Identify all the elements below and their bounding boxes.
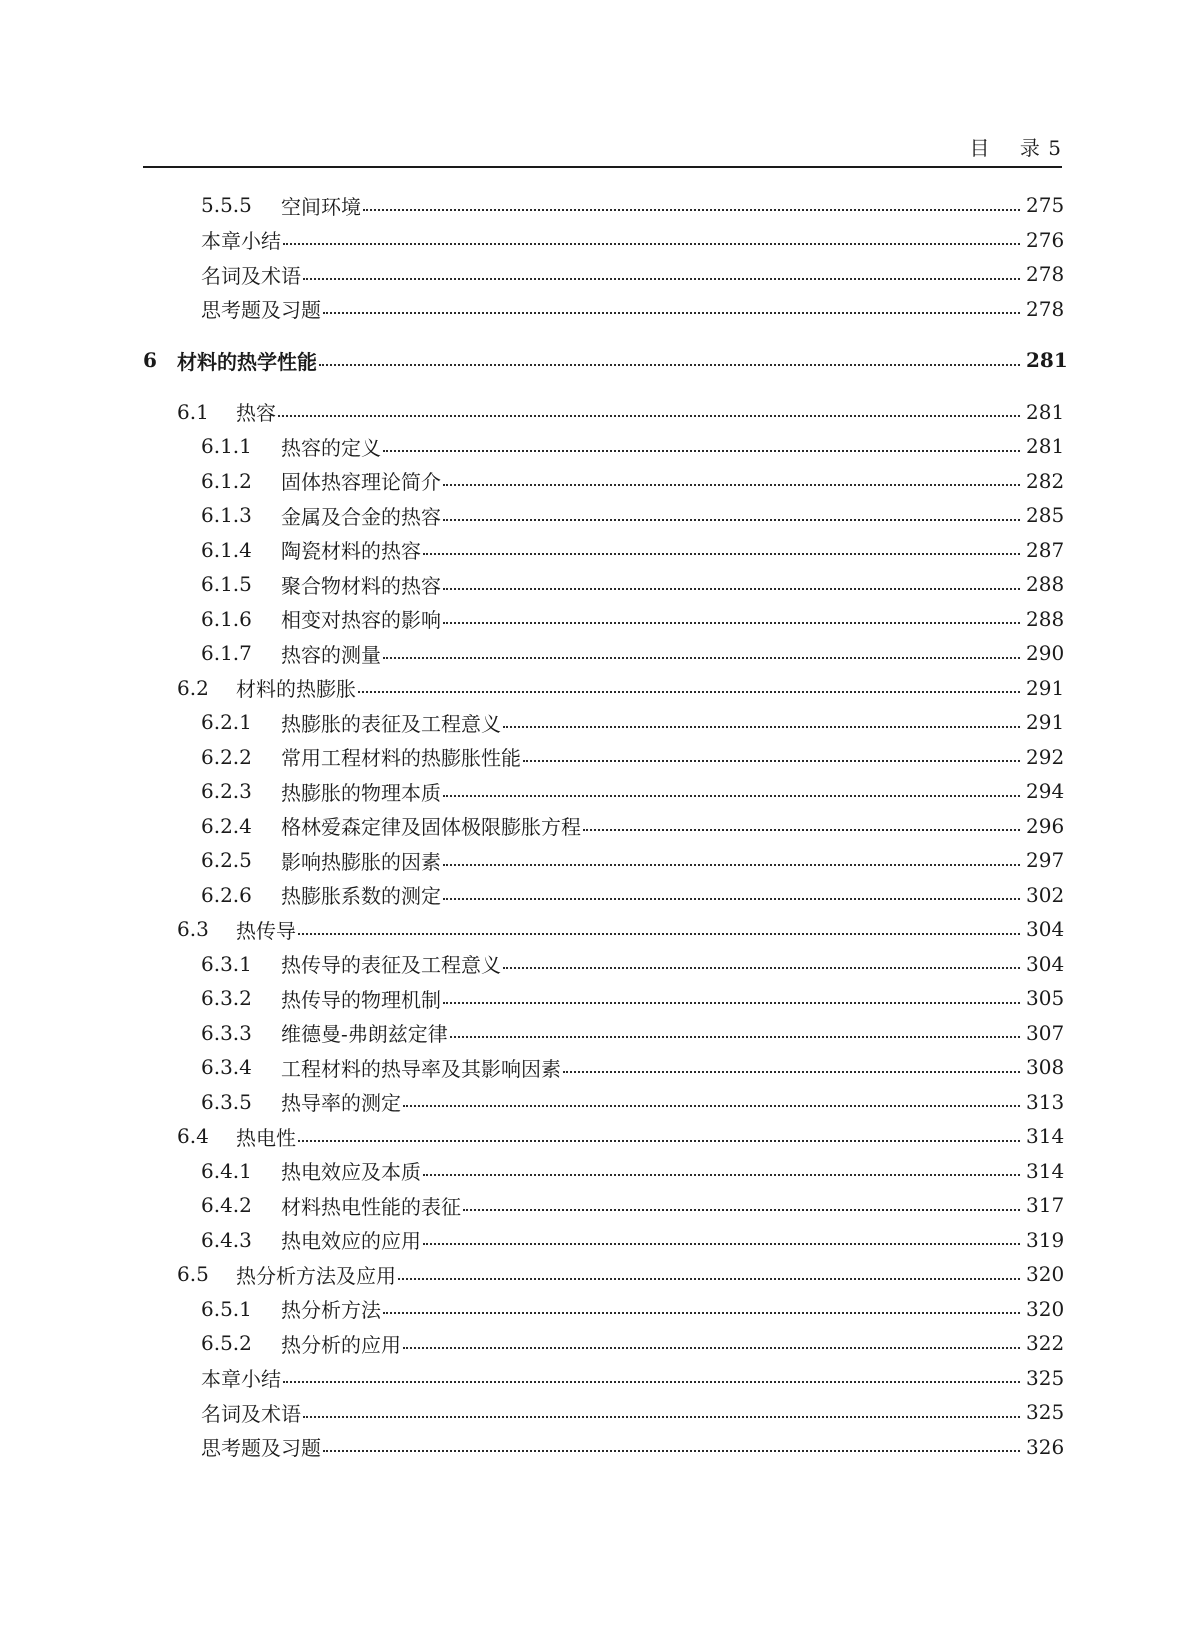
toc-entry-page: 275 bbox=[1026, 193, 1065, 218]
toc-entry-title: 热电效应的应用 bbox=[281, 1229, 421, 1254]
toc-entry[interactable] bbox=[143, 257, 1065, 292]
toc-entry-title-group bbox=[201, 1432, 321, 1461]
toc-entry-page: 304 bbox=[1026, 951, 1065, 976]
toc-entry-title-group bbox=[201, 191, 361, 220]
toc-entry-title: 名词及术语 bbox=[201, 1401, 301, 1426]
toc-entry-page: 313 bbox=[1026, 1089, 1065, 1114]
toc-entry-title: 影响热膨胀的因素 bbox=[281, 849, 441, 874]
toc-entry-number: 6.1.7 bbox=[201, 641, 252, 666]
toc-entry[interactable] bbox=[143, 292, 1065, 327]
toc-entry-number: 6.5 bbox=[177, 1262, 209, 1287]
toc-entry-number: 6.1.4 bbox=[201, 537, 252, 562]
toc-entry-title-group bbox=[201, 466, 441, 495]
toc-entry-title-group bbox=[143, 346, 317, 375]
toc-entry-title-group bbox=[201, 639, 381, 668]
toc-entry[interactable] bbox=[143, 843, 1065, 878]
toc-entry-number: 6.2.1 bbox=[201, 710, 252, 735]
toc-entry-number: 6.3.2 bbox=[201, 986, 252, 1011]
toc-entry-title-group bbox=[201, 1087, 401, 1116]
toc-entry[interactable] bbox=[143, 1050, 1065, 1085]
toc-entry-title: 格林爱森定律及固体极限膨胀方程 bbox=[281, 815, 581, 840]
dot-leader bbox=[443, 621, 1020, 624]
toc-entry-page: 281 bbox=[1026, 348, 1068, 373]
dot-leader bbox=[423, 552, 1020, 555]
toc-entry-title-group bbox=[201, 1225, 421, 1254]
toc-entry-title: 热电效应及本质 bbox=[281, 1160, 421, 1185]
toc-entry-title: 工程材料的热导率及其影响因素 bbox=[281, 1056, 561, 1081]
toc-entry-page: 322 bbox=[1026, 1331, 1065, 1356]
dot-leader bbox=[298, 932, 1020, 935]
toc-entry-page: 281 bbox=[1026, 399, 1065, 424]
toc-entry-page: 325 bbox=[1026, 1365, 1065, 1390]
toc-entry-number: 6.3 bbox=[177, 917, 209, 942]
toc-entry-title: 固体热容理论简介 bbox=[281, 470, 441, 495]
toc-entry-title: 聚合物材料的热容 bbox=[281, 573, 441, 598]
toc-entry-title: 材料热电性能的表征 bbox=[281, 1194, 461, 1219]
toc-entry-number: 6.1.1 bbox=[201, 434, 252, 459]
toc-entry-page: 278 bbox=[1026, 262, 1065, 287]
toc-entry-title: 金属及合金的热容 bbox=[281, 504, 441, 529]
toc-entry-title-group bbox=[201, 294, 321, 323]
toc-entry-title: 热导率的测定 bbox=[281, 1091, 401, 1116]
dot-leader bbox=[463, 1208, 1020, 1211]
toc-entry-page: 305 bbox=[1026, 986, 1065, 1011]
dot-leader bbox=[443, 794, 1020, 797]
toc-entry[interactable] bbox=[143, 671, 1065, 706]
toc-entry-page: 325 bbox=[1026, 1400, 1065, 1425]
toc-entry[interactable] bbox=[143, 1223, 1065, 1258]
toc-entry[interactable] bbox=[143, 188, 1065, 223]
toc-entry-title: 思考题及习题 bbox=[201, 298, 321, 323]
toc-entry[interactable] bbox=[143, 878, 1065, 913]
toc-entry[interactable] bbox=[143, 1395, 1065, 1430]
toc-entry-number: 6.3.5 bbox=[201, 1089, 252, 1114]
toc-entry-title: 热膨胀的表征及工程意义 bbox=[281, 711, 501, 736]
toc-entry-page: 288 bbox=[1026, 606, 1065, 631]
toc-entry-number: 6.4.1 bbox=[201, 1158, 252, 1183]
toc-entry-page: 302 bbox=[1026, 882, 1065, 907]
toc-entry-number: 6.1.5 bbox=[201, 572, 252, 597]
toc-entry[interactable] bbox=[143, 395, 1065, 430]
toc-entry[interactable] bbox=[143, 636, 1065, 671]
header-text: 目 录 5 bbox=[969, 136, 1062, 160]
dot-leader bbox=[503, 966, 1020, 969]
toc-entry-page: 317 bbox=[1026, 1193, 1065, 1218]
toc-entry-page: 278 bbox=[1026, 296, 1065, 321]
toc-entry-title: 热传导 bbox=[236, 918, 296, 943]
dot-leader bbox=[423, 1173, 1020, 1176]
toc-entry-number: 6.3.4 bbox=[201, 1055, 252, 1080]
toc-entry-title: 热传导的物理机制 bbox=[281, 987, 441, 1012]
toc-entry-title: 热传导的表征及工程意义 bbox=[281, 953, 501, 978]
toc-entry-title-group bbox=[201, 1018, 448, 1047]
toc-entry-page: 319 bbox=[1026, 1227, 1065, 1252]
toc-entry-number: 6.2 bbox=[177, 675, 209, 700]
toc-entry-number: 6.1.6 bbox=[201, 606, 252, 631]
dot-leader bbox=[303, 277, 1020, 280]
dot-leader bbox=[583, 828, 1020, 831]
toc-entry[interactable] bbox=[143, 1016, 1065, 1051]
toc-entry-title: 相变对热容的影响 bbox=[281, 608, 441, 633]
toc-entry-page: 308 bbox=[1026, 1055, 1065, 1080]
toc-entry-number: 6.2.2 bbox=[201, 744, 252, 769]
toc-entry-title: 热分析方法及应用 bbox=[236, 1263, 396, 1288]
toc-entry-number: 6.3.3 bbox=[201, 1020, 252, 1045]
table-of-contents bbox=[143, 188, 1068, 1464]
toc-entry-title-group bbox=[201, 432, 381, 461]
dot-leader bbox=[523, 759, 1020, 762]
dot-leader bbox=[358, 690, 1020, 693]
dot-leader bbox=[403, 1104, 1020, 1107]
toc-entry-title-group bbox=[201, 708, 501, 737]
toc-entry-title-group bbox=[201, 777, 441, 806]
dot-leader bbox=[403, 1346, 1020, 1349]
toc-entry-title-group bbox=[201, 570, 441, 599]
dot-leader bbox=[423, 1242, 1020, 1245]
toc-entry[interactable] bbox=[143, 705, 1065, 740]
toc-entry[interactable] bbox=[143, 1257, 1065, 1292]
dot-leader bbox=[443, 897, 1020, 900]
toc-entry[interactable] bbox=[143, 1430, 1065, 1465]
dot-leader bbox=[503, 725, 1020, 728]
toc-entry-number: 6.4 bbox=[177, 1124, 209, 1149]
toc-entry-title: 材料的热膨胀 bbox=[236, 677, 356, 702]
toc-entry-title-group bbox=[201, 811, 581, 840]
toc-entry-title: 本章小结 bbox=[201, 229, 281, 254]
toc-entry-title-group bbox=[201, 1053, 561, 1082]
toc-entry-title-group bbox=[201, 742, 521, 771]
toc-entry-title-group bbox=[201, 1329, 401, 1358]
toc-entry-title-group bbox=[201, 1294, 381, 1323]
toc-entry[interactable] bbox=[143, 1188, 1065, 1223]
dot-leader bbox=[443, 863, 1020, 866]
toc-entry-number: 6.2.4 bbox=[201, 813, 252, 838]
toc-entry[interactable] bbox=[143, 1154, 1065, 1189]
toc-entry-number: 6.1.2 bbox=[201, 468, 252, 493]
toc-entry-title: 热容的测量 bbox=[281, 642, 381, 667]
dot-leader bbox=[443, 1001, 1020, 1004]
toc-entry-page: 294 bbox=[1026, 779, 1065, 804]
toc-entry-title-group bbox=[201, 949, 501, 978]
toc-entry-number: 6.1.3 bbox=[201, 503, 252, 528]
toc-entry[interactable] bbox=[143, 464, 1065, 499]
toc-entry[interactable] bbox=[143, 740, 1065, 775]
toc-entry-title: 思考题及习题 bbox=[201, 1436, 321, 1461]
toc-entry-page: 288 bbox=[1026, 572, 1065, 597]
page-header bbox=[143, 126, 1062, 168]
dot-leader bbox=[319, 363, 1020, 366]
toc-entry-page: 314 bbox=[1026, 1124, 1065, 1149]
toc-entry-title-group bbox=[201, 501, 441, 530]
toc-entry-page: 285 bbox=[1026, 503, 1065, 528]
dot-leader bbox=[323, 1449, 1020, 1452]
dot-leader bbox=[283, 242, 1020, 245]
dot-leader bbox=[303, 1415, 1020, 1418]
toc-entry-title-group bbox=[201, 880, 441, 909]
toc-entry-page: 296 bbox=[1026, 813, 1065, 838]
toc-entry-title-group bbox=[201, 1156, 421, 1185]
dot-leader bbox=[383, 1311, 1020, 1314]
toc-entry[interactable] bbox=[143, 912, 1065, 947]
dot-leader bbox=[443, 518, 1020, 521]
toc-entry-page: 320 bbox=[1026, 1296, 1065, 1321]
toc-entry-page: 282 bbox=[1026, 468, 1065, 493]
toc-entry-page: 287 bbox=[1026, 537, 1065, 562]
dot-leader bbox=[398, 1277, 1020, 1280]
toc-entry-title: 本章小结 bbox=[201, 1367, 281, 1392]
toc-entry[interactable] bbox=[143, 1085, 1065, 1120]
toc-entry[interactable] bbox=[143, 343, 1068, 378]
toc-entry-number: 6.5.2 bbox=[201, 1331, 252, 1356]
toc-entry-number: 6.2.6 bbox=[201, 882, 252, 907]
toc-entry-title-group bbox=[177, 397, 276, 426]
toc-entry-title: 陶瓷材料的热容 bbox=[281, 539, 421, 564]
dot-leader bbox=[563, 1070, 1020, 1073]
toc-entry-number: 6.4.2 bbox=[201, 1193, 252, 1218]
toc-entry-page: 291 bbox=[1026, 710, 1065, 735]
toc-entry-title-group bbox=[177, 673, 356, 702]
toc-entry-number: 6.3.1 bbox=[201, 951, 252, 976]
dot-leader bbox=[283, 1380, 1020, 1383]
dot-leader bbox=[323, 311, 1020, 314]
toc-entry-page: 320 bbox=[1026, 1262, 1065, 1287]
toc-entry-page: 304 bbox=[1026, 917, 1065, 942]
toc-entry-title-group bbox=[201, 846, 441, 875]
dot-leader bbox=[363, 208, 1020, 211]
toc-entry[interactable] bbox=[143, 602, 1065, 637]
toc-entry-title-group bbox=[201, 604, 441, 633]
dot-leader bbox=[383, 656, 1020, 659]
dot-leader bbox=[278, 414, 1020, 417]
toc-entry[interactable] bbox=[143, 1292, 1065, 1327]
toc-entry-number: 5.5.5 bbox=[201, 193, 252, 218]
toc-entry-title: 热分析方法 bbox=[281, 1298, 381, 1323]
toc-entry-page: 326 bbox=[1026, 1434, 1065, 1459]
toc-entry[interactable] bbox=[143, 533, 1065, 568]
toc-entry[interactable] bbox=[143, 223, 1065, 258]
dot-leader bbox=[450, 1035, 1020, 1038]
toc-entry[interactable] bbox=[143, 809, 1065, 844]
dot-leader bbox=[443, 483, 1020, 486]
toc-entry-page: 292 bbox=[1026, 744, 1065, 769]
toc-entry-title: 空间环境 bbox=[281, 194, 361, 219]
toc-entry-title: 热容的定义 bbox=[281, 435, 381, 460]
toc-entry-number: 6.2.3 bbox=[201, 779, 252, 804]
toc-entry-page: 314 bbox=[1026, 1158, 1065, 1183]
toc-entry-title: 热分析的应用 bbox=[281, 1332, 401, 1357]
toc-entry-title: 名词及术语 bbox=[201, 263, 301, 288]
dot-leader bbox=[298, 1139, 1020, 1142]
toc-entry-title-group bbox=[201, 225, 281, 254]
toc-entry-number: 6.5.1 bbox=[201, 1296, 252, 1321]
toc-entry-number: 6.4.3 bbox=[201, 1227, 252, 1252]
toc-entry-title: 热电性 bbox=[236, 1125, 296, 1150]
toc-entry[interactable] bbox=[143, 1326, 1065, 1361]
toc-entry-page: 290 bbox=[1026, 641, 1065, 666]
toc-entry-page: 307 bbox=[1026, 1020, 1065, 1045]
toc-entry-number: 6.2.5 bbox=[201, 848, 252, 873]
toc-entry[interactable] bbox=[143, 774, 1065, 809]
toc-entry-title-group bbox=[201, 1191, 461, 1220]
toc-entry-title-group bbox=[177, 1122, 296, 1151]
toc-entry-title: 常用工程材料的热膨胀性能 bbox=[281, 746, 521, 771]
dot-leader bbox=[443, 587, 1020, 590]
toc-entry[interactable] bbox=[143, 429, 1065, 464]
toc-entry-title-group bbox=[201, 1398, 301, 1427]
toc-entry[interactable] bbox=[143, 947, 1065, 982]
toc-entry-page: 276 bbox=[1026, 227, 1065, 252]
toc-entry-title-group bbox=[201, 535, 421, 564]
toc-entry-title-group bbox=[177, 1260, 396, 1289]
dot-leader bbox=[383, 449, 1020, 452]
toc-entry[interactable] bbox=[143, 981, 1065, 1016]
toc-entry-title: 材料的热学性能 bbox=[177, 349, 317, 374]
toc-entry-number: 6 bbox=[143, 348, 157, 373]
toc-entry-title-group bbox=[177, 915, 296, 944]
toc-entry-title: 热膨胀的物理本质 bbox=[281, 780, 441, 805]
toc-entry-page: 291 bbox=[1026, 675, 1065, 700]
toc-entry-title: 热膨胀系数的测定 bbox=[281, 884, 441, 909]
toc-entry-title-group bbox=[201, 1363, 281, 1392]
toc-entry-title: 维德曼-弗朗兹定律 bbox=[281, 1022, 448, 1047]
toc-entry-title-group bbox=[201, 984, 441, 1013]
toc-entry-number: 6.1 bbox=[177, 399, 209, 424]
toc-entry[interactable] bbox=[143, 567, 1065, 602]
toc-entry[interactable] bbox=[143, 1361, 1065, 1396]
toc-entry-page: 281 bbox=[1026, 434, 1065, 459]
toc-entry-title: 热容 bbox=[236, 401, 276, 426]
toc-entry-page: 297 bbox=[1026, 848, 1065, 873]
toc-entry-title-group bbox=[201, 260, 301, 289]
toc-entry[interactable] bbox=[143, 498, 1065, 533]
toc-entry[interactable] bbox=[143, 1119, 1065, 1154]
